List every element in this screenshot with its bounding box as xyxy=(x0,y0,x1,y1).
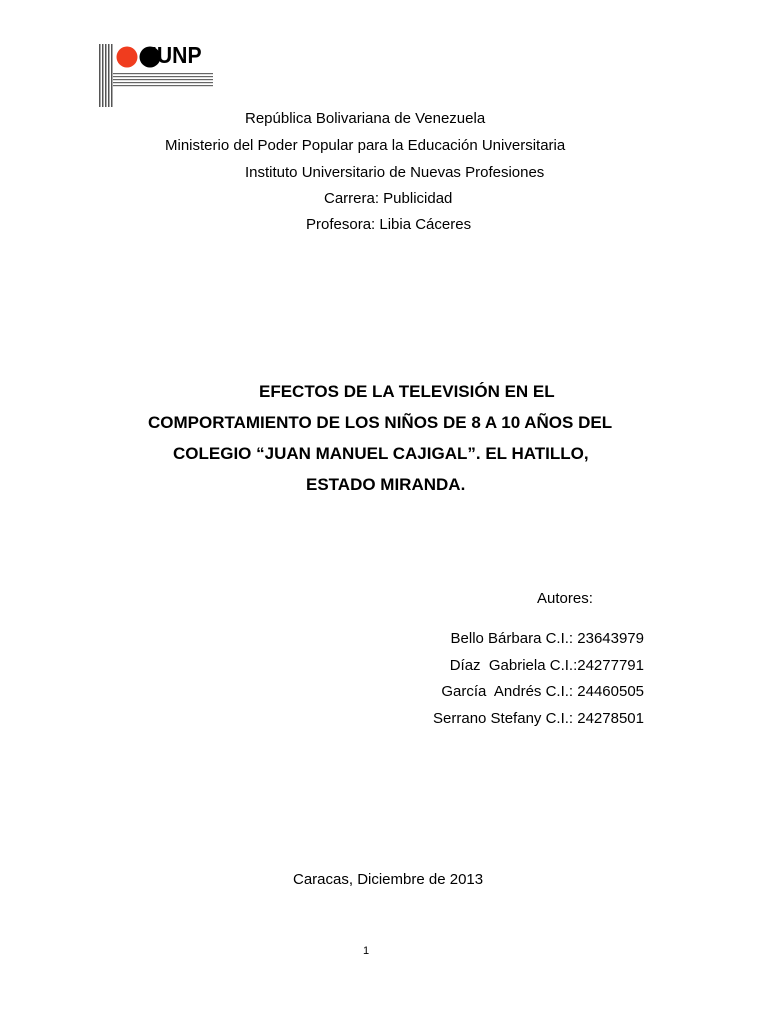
header-professor: Profesora: Libia Cáceres xyxy=(306,216,472,233)
author-3: García Andrés C.I.: 24460505 xyxy=(441,683,644,700)
logo-text: IUNP xyxy=(151,42,202,68)
header-career: Carrera: Publicidad xyxy=(324,190,453,207)
title-line-3: COLEGIO “JUAN MANUEL CAJIGAL”. EL HATILLO, xyxy=(173,444,589,463)
city-date: Caracas, Diciembre de 2013 xyxy=(293,871,484,888)
page-number: 1 xyxy=(363,945,370,957)
header-institute: Instituto Universitario de Nuevas Profesiones xyxy=(245,164,545,181)
institution-logo xyxy=(99,41,217,109)
author-4: Serrano Stefany C.I.: 24278501 xyxy=(433,710,644,727)
title-line-2: COMPORTAMIENTO DE LOS NIÑOS DE 8 A 10 AÑOS DEL xyxy=(148,413,613,432)
header-country: República Bolivariana de Venezuela xyxy=(245,110,486,127)
header-ministry: Ministerio del Poder Popular para la Educación Universitaria xyxy=(165,137,566,154)
title-line-4: ESTADO MIRANDA. xyxy=(306,475,466,494)
authors-label: Autores: xyxy=(537,590,593,607)
title-line-1: EFECTOS DE LA TELEVISIÓN EN EL xyxy=(259,382,555,401)
author-1: Bello Bárbara C.I.: 23643979 xyxy=(450,630,644,647)
author-2: Díaz Gabriela C.I.:24277791 xyxy=(449,657,644,674)
